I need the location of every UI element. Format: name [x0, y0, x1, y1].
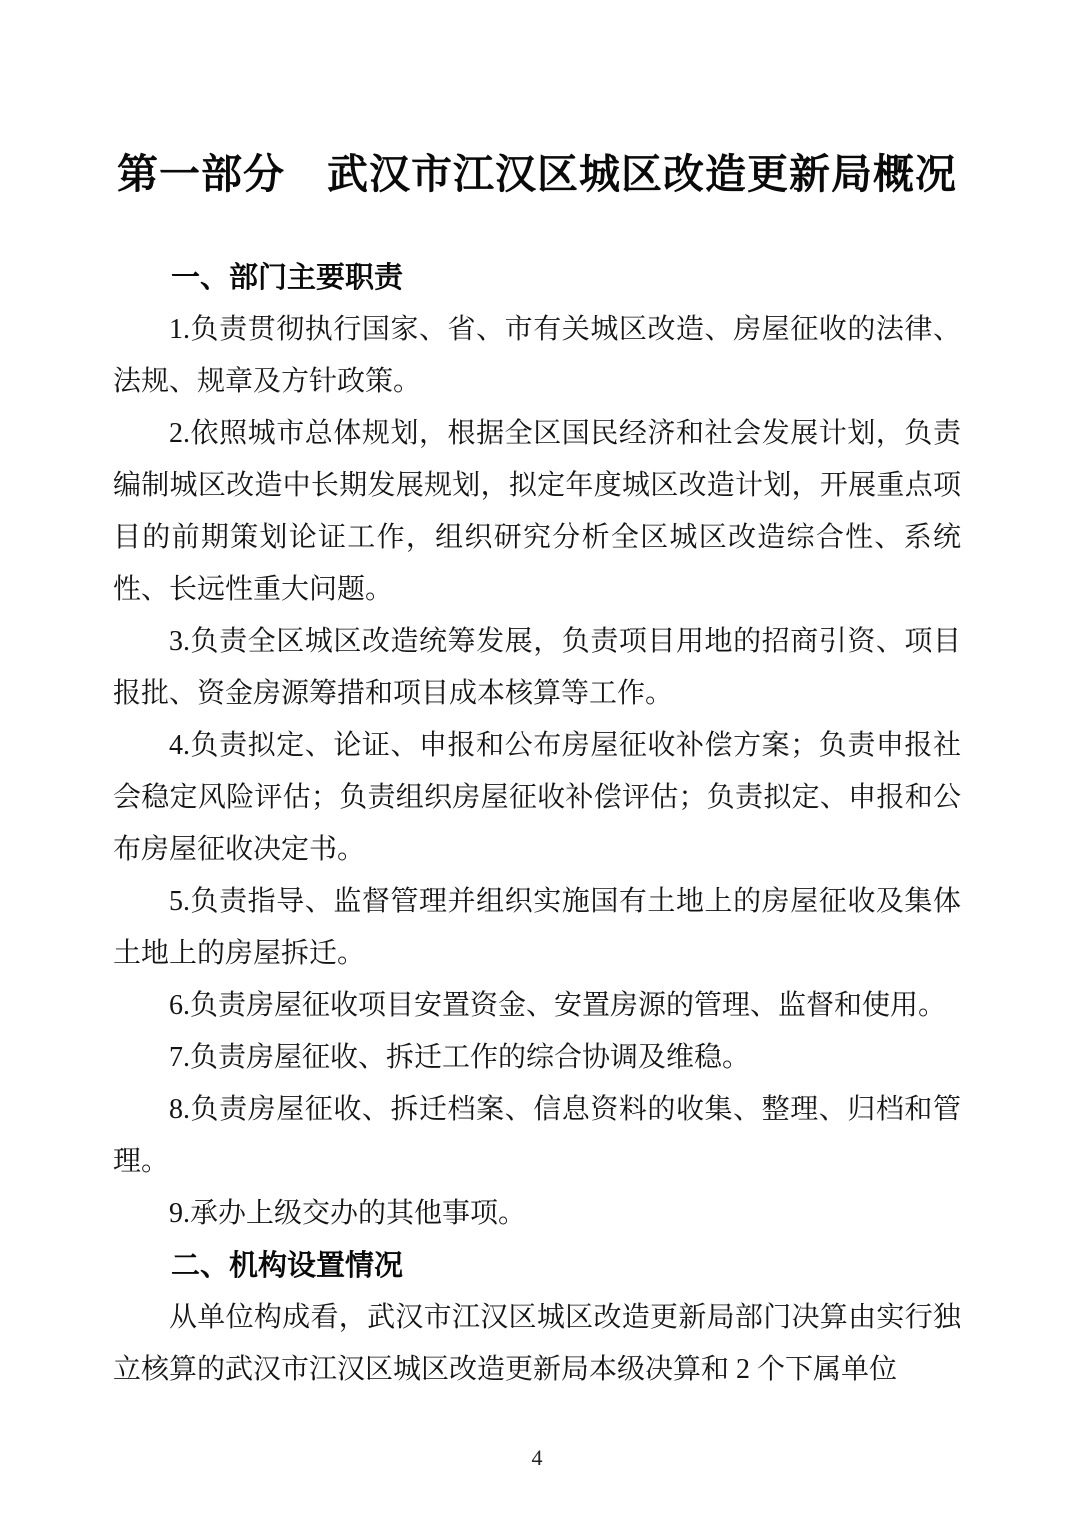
page-number: 4 — [531, 1445, 543, 1470]
page-title: 第一部分 武汉市江汉区城区改造更新局概况 — [117, 151, 957, 197]
duty-item-6: 6.负责房屋征收项目安置资金、安置房源的管理、监督和使用。 — [169, 990, 947, 1021]
section2-heading: 二、机构设置情况 — [171, 1250, 404, 1282]
duty-item-1: 1.负责贯彻执行国家、省、市有关城区改造、房屋征收的法律、法规、规章及方针政策。 — [113, 314, 961, 397]
duty-item-8: 8.负责房屋征收、拆迁档案、信息资料的收集、整理、归档和管理。 — [113, 1094, 961, 1177]
duty-item-5: 5.负责指导、监督管理并组织实施国有土地上的房屋征收及集体土地上的房屋拆迁。 — [113, 886, 961, 969]
duty-item-3: 3.负责全区城区改造统筹发展，负责项目用地的招商引资、项目报批、资金房源筹措和项目成本核算等工作。 — [113, 626, 961, 709]
duty-item-9: 9.承办上级交办的其他事项。 — [169, 1198, 527, 1229]
section1-heading: 一、部门主要职责 — [171, 262, 404, 294]
duty-item-4: 4.负责拟定、论证、申报和公布房屋征收补偿方案；负责申报社会稳定风险评估；负责组织房屋征收补偿评估；负责拟定、申报和公布房屋征收决定书。 — [113, 730, 961, 865]
duty-item-7: 7.负责房屋征收、拆迁工作的综合协调及维稳。 — [169, 1042, 751, 1073]
duty-item-2: 2.依照城市总体规划，根据全区国民经济和社会发展计划，负责编制城区改造中长期发展规划，拟定年度城区改造计划，开展重点项目的前期策划论证工作，组织研究分析全区城区改造综合性、系统性、长远性重大问题。 — [113, 418, 961, 605]
section2-paragraph: 从单位构成看，武汉市江汉区城区改造更新局部门决算由实行独立核算的武汉市江汉区城区改造更新局本级决算和 2 个下属单位 — [113, 1302, 961, 1385]
